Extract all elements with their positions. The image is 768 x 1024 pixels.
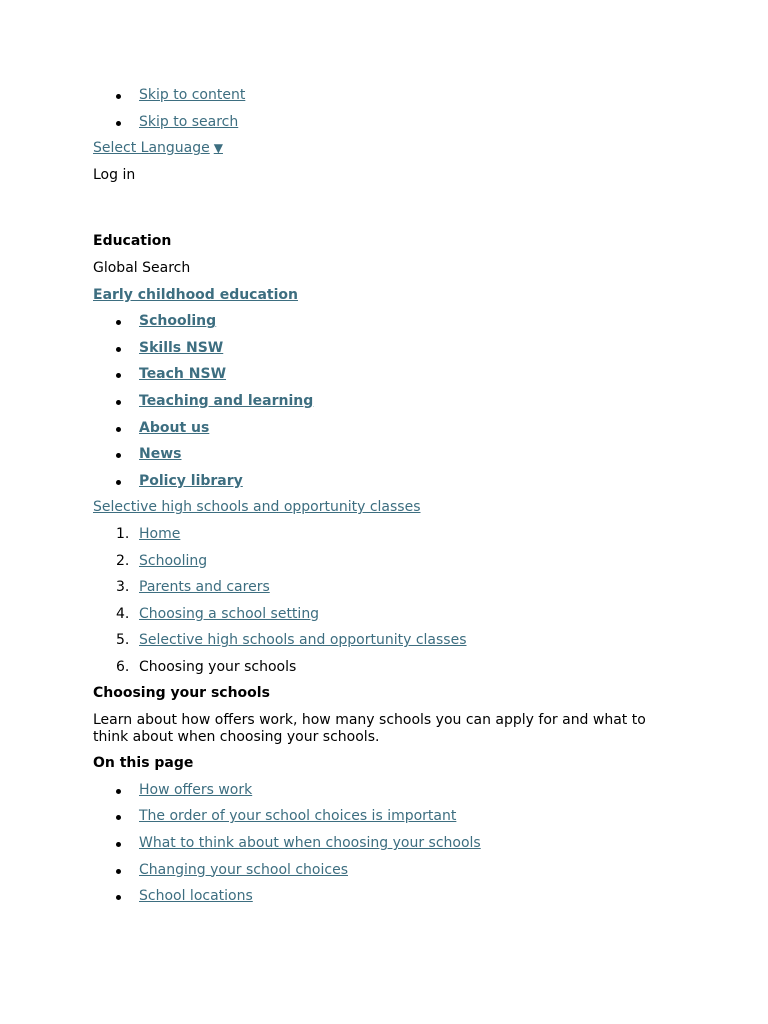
anchor-link-order-of-choices[interactable]: The order of your school choices is important — [139, 808, 457, 825]
nav-item — [93, 468, 673, 495]
breadcrumb-item — [93, 574, 673, 601]
anchor-link-school-locations[interactable]: School locations — [139, 888, 253, 905]
breadcrumb-number: 1. — [116, 525, 130, 542]
skip-link-item — [93, 109, 673, 136]
page-title: Choosing your schools — [93, 685, 270, 702]
nav-item — [93, 441, 673, 468]
on-this-page-list — [93, 777, 673, 910]
breadcrumb-item — [93, 601, 673, 628]
nav-item — [93, 415, 673, 442]
skip-to-content-link[interactable]: Skip to content — [139, 87, 246, 103]
select-language-link[interactable] — [93, 140, 223, 156]
chevron-down-icon: ▼ — [213, 141, 223, 156]
skip-links — [93, 82, 673, 135]
site-title: Education — [93, 233, 172, 250]
section-link-selective-schools[interactable]: Selective high schools and opportunity classes — [93, 499, 421, 516]
nav-link-skills-nsw[interactable]: Skills NSW — [139, 339, 224, 356]
breadcrumb-link-home[interactable]: Home — [139, 525, 181, 542]
nav-link-news[interactable]: News — [139, 446, 182, 463]
breadcrumb-number: 5. — [116, 632, 130, 649]
page-content — [93, 82, 673, 910]
nav-link-schooling[interactable]: Schooling — [139, 313, 217, 330]
anchor-link-what-to-think-about[interactable]: What to think about when choosing your schools — [139, 835, 481, 852]
page-intro: Learn about how offers work, how many schools you can apply for and what to think about when choosing your schools. — [93, 712, 646, 745]
breadcrumb-link-parents-carers[interactable]: Parents and carers — [139, 579, 270, 596]
breadcrumb-number: 4. — [116, 605, 130, 622]
list-item — [93, 883, 673, 910]
breadcrumb-item — [93, 521, 673, 548]
breadcrumb-link-selective-schools[interactable]: Selective high schools and opportunity classes — [139, 632, 467, 649]
breadcrumb — [93, 521, 673, 681]
list-item — [93, 777, 673, 804]
list-item — [93, 857, 673, 884]
nav-link-teaching-and-learning[interactable]: Teaching and learning — [139, 392, 314, 409]
breadcrumb-number: 2. — [116, 552, 130, 569]
breadcrumb-item — [93, 654, 673, 681]
breadcrumb-link-school-setting[interactable]: Choosing a school setting — [139, 605, 320, 622]
list-item — [93, 803, 673, 830]
global-search-label[interactable]: Global Search — [93, 259, 191, 276]
main-nav — [93, 308, 673, 494]
nav-item — [93, 361, 673, 388]
on-this-page-heading: On this page — [93, 755, 194, 772]
nav-item — [93, 308, 673, 335]
breadcrumb-link-schooling[interactable]: Schooling — [139, 552, 208, 569]
breadcrumb-current: Choosing your schools — [139, 658, 297, 675]
nav-item — [93, 388, 673, 415]
select-language-label: Select Language — [93, 140, 210, 157]
login-button[interactable]: Log in — [93, 166, 136, 183]
nav-link-teach-nsw[interactable]: Teach NSW — [139, 366, 227, 383]
skip-to-search-link[interactable]: Skip to search — [139, 113, 239, 130]
nav-link-policy-library[interactable]: Policy library — [139, 472, 243, 489]
list-item — [93, 830, 673, 857]
nav-link-about-us[interactable]: About us — [139, 419, 210, 436]
breadcrumb-number: 6. — [116, 658, 130, 675]
anchor-link-how-offers-work[interactable]: How offers work — [139, 781, 253, 798]
language-selector-row — [93, 135, 673, 162]
breadcrumb-number: 3. — [116, 579, 130, 596]
anchor-link-changing-choices[interactable]: Changing your school choices — [139, 861, 348, 878]
nav-early-childhood-link[interactable]: Early childhood education — [93, 286, 299, 303]
breadcrumb-item — [93, 627, 673, 654]
breadcrumb-item — [93, 548, 673, 575]
nav-item — [93, 335, 673, 362]
spacer — [93, 188, 673, 228]
skip-link-item — [93, 82, 673, 109]
